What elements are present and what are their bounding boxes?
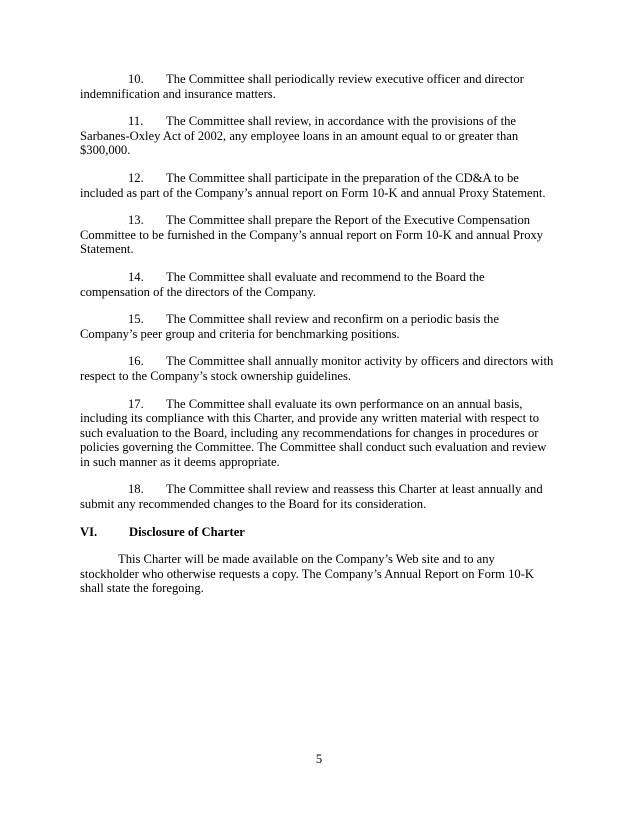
paragraph-number: 15. bbox=[128, 312, 144, 327]
paragraph-text: The Committee shall annually monitor activity by officers and directors with respect to the Company’s stock ownership guidelines. bbox=[80, 354, 554, 383]
paragraph-text: The Committee shall review and reassess this Charter at least annually and submit any recommended changes to the Board for its consideration. bbox=[80, 482, 543, 512]
paragraph-text: The Committee shall participate in the preparation of the CD&A to be included as part of the Company’s annual report on Form 10-K and annual Proxy Statement. bbox=[80, 170, 546, 200]
paragraph-14 bbox=[80, 270, 556, 299]
paragraph-number: 12. bbox=[128, 170, 144, 185]
paragraph-17 bbox=[80, 397, 556, 470]
paragraph-number: 16. bbox=[128, 354, 144, 369]
page-number: 5 bbox=[315, 752, 323, 766]
paragraph-text: The Committee shall review, in accordance with the provisions of the Sarbanes-Oxley Act of 2002, any employee loans in an amount equal to or greater than $300,000. bbox=[80, 114, 519, 158]
paragraph-number: 14. bbox=[128, 269, 144, 284]
paragraph-text: The Committee shall review and reconfirm on a periodic basis the Company’s peer group and criteria for benchmarking positions. bbox=[80, 312, 499, 341]
section-number: VI. bbox=[80, 524, 98, 539]
paragraph-text: The Committee shall evaluate its own performance on an annual basis, including its compliance with this Charter, and provide any written material with respect to such evaluation to the Board, including any recommendations for changes in procedures or policies governing the Committee. The Committee shall conduct such evaluation and review in such manner as it deems appropriate. bbox=[80, 396, 547, 469]
paragraph-number: 18. bbox=[128, 482, 144, 497]
section-heading bbox=[80, 525, 556, 540]
paragraph-number: 13. bbox=[128, 213, 144, 228]
paragraph-13 bbox=[80, 213, 556, 257]
paragraph-number: 11. bbox=[128, 114, 144, 129]
paragraph-text: The Committee shall prepare the Report of the Executive Compensation Committee to be furnished in the Company’s annual report on Form 10-K and annual Proxy Statement. bbox=[80, 213, 544, 257]
paragraph-10 bbox=[80, 72, 556, 101]
paragraph-16 bbox=[80, 354, 556, 383]
paragraph-11 bbox=[80, 114, 556, 158]
document-page bbox=[80, 72, 556, 596]
paragraph-number: 17. bbox=[128, 396, 144, 411]
paragraph-text: The Committee shall evaluate and recommend to the Board the compensation of the directors of the Company. bbox=[80, 269, 485, 299]
paragraph-12 bbox=[80, 171, 556, 200]
disclosure-paragraph: This Charter will be made available on the Company’s Web site and to any stockholder who otherwise requests a copy. The Company’s Annual Report on Form 10-K shall state the foregoing. bbox=[80, 552, 535, 596]
paragraph-18 bbox=[80, 482, 556, 511]
paragraph-15 bbox=[80, 312, 556, 341]
section-title: Disclosure of Charter bbox=[129, 524, 245, 539]
paragraph-text: The Committee shall periodically review executive officer and director indemnification and insurance matters. bbox=[80, 72, 524, 101]
paragraph-number: 10. bbox=[128, 72, 144, 86]
